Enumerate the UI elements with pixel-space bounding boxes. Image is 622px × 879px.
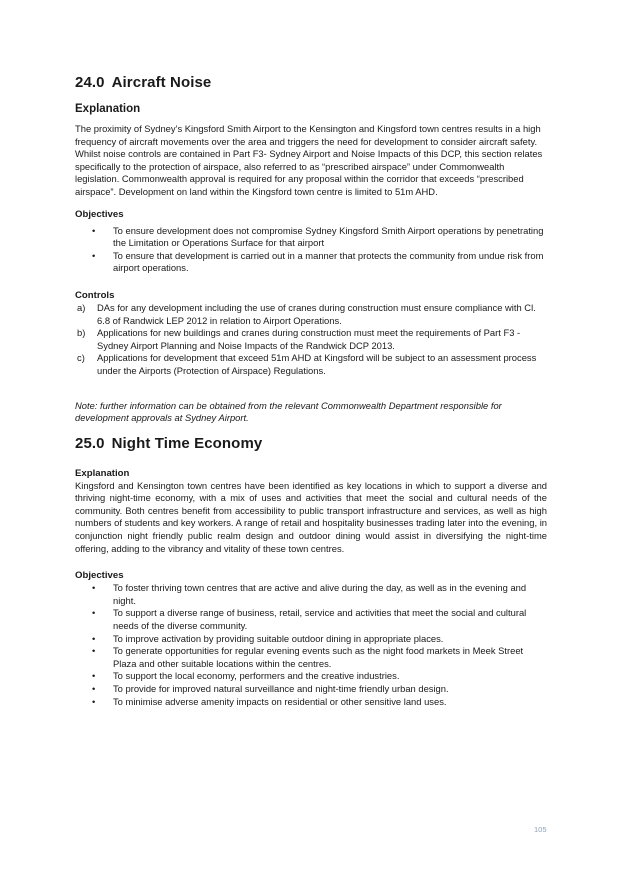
section-24-objectives-list <box>75 225 547 275</box>
section-25-explanation-heading: Explanation <box>75 467 130 479</box>
section-25-objectives-list <box>75 582 547 708</box>
list-item: • To provide for improved natural surveillance and night-time friendly urban design. <box>75 683 547 696</box>
section-24-controls-list <box>75 302 547 378</box>
section-24-controls-heading: Controls <box>75 289 115 301</box>
list-item: • To foster thriving town centres that are active and alive during the day, as well as in the evening and night. <box>75 582 547 607</box>
section-24-note: Note: further information can be obtained from the relevant Commonwealth Department responsible for development approvals at Sydney Airport. <box>75 399 502 424</box>
list-item <box>75 352 547 377</box>
list-item-text: Applications for development that exceed 51m AHD at Kingsford will be subject to an assessment process under the Airports (Protection of Airspace) Regulations. <box>97 352 537 376</box>
list-item-text: Applications for new buildings and cranes during construction must meet the requirements of Part F3 - Sydney Airport Planning and Noise Impacts of the Randwick DCP 2013. <box>97 327 521 351</box>
list-item: • To minimise adverse amenity impacts on residential or other sensitive land uses. <box>75 696 547 709</box>
section-24-objectives-heading: Objectives <box>75 208 124 220</box>
document-page <box>75 73 547 708</box>
section-25-number: 25.0 <box>75 434 105 452</box>
list-marker: b) <box>77 327 86 339</box>
list-item: • To improve activation by providing suitable outdoor dining in appropriate places. <box>75 633 547 646</box>
list-item-text: DAs for any development including the use of cranes during construction must ensure compliance with Cl. 6.8 of Randwick LEP 2012 in relation to Airport Operations. <box>97 301 536 326</box>
section-24-heading <box>75 73 547 93</box>
page-number: 105 <box>534 825 547 834</box>
list-item: • To support a diverse range of business, retail, service and activities that meet the social and cultural needs of the diverse community. <box>75 607 547 632</box>
section-24-number: 24.0 <box>75 74 105 91</box>
list-item: • To support the local economy, performers and the creative industries. <box>75 670 547 683</box>
list-marker: a) <box>77 301 86 313</box>
list-item <box>75 327 547 352</box>
section-24-explanation-heading: Explanation <box>75 103 141 115</box>
list-item <box>75 302 547 327</box>
list-item: • To ensure that development is carried out in a manner that protects the community from undue risk from airport operations. <box>75 250 547 275</box>
section-25-objectives-heading: Objectives <box>75 570 124 582</box>
section-24-explanation-text: The proximity of Sydney’s Kingsford Smith Airport to the Kensington and Kingsford town centres results in a high frequency of aircraft movements over the area and triggers the need for development to consider aircraft safety. Whilst noise controls are contained in Part F3- Sydney Airport and Noise Impacts of this DCP, this section relates specifically to the protection of airspace, also referred to as “prescribed airspace” under Commonwealth legislation. Commonwealth approval is required for any proposal within the corridor that exceeds “prescribed airspace”. Development on land within the Kingsford town centre is limited to 51m AHD. <box>75 123 543 197</box>
section-25-explanation-text: Kingsford and Kensington town centres have been identified as key locations in which to support a diverse and thriving night-time economy, with a mix of uses and activities that meet the social and cultural needs of the community. Both centres benefit from accessibility to public transport infrastructure and services, as well as high numbers of students and key workers. A range of retail and hospitality businesses trading later into the evening, in conjunction night friendly public realm design and outdoor dining would assist in diversifying the night-time offering, adding to the vibrancy and vitality of these town centres. <box>75 479 547 554</box>
section-25-heading <box>75 434 547 454</box>
section-25-title: Night Time Economy <box>111 434 263 452</box>
list-marker: c) <box>77 352 85 364</box>
list-item: • To generate opportunities for regular evening events such as the night food markets in Meek Street Plaza and other suitable locations within the centres. <box>75 645 547 670</box>
section-24-title: Aircraft Noise <box>111 74 212 91</box>
list-item: • To ensure development does not compromise Sydney Kingsford Smith Airport operations by penetrating the Limitation or Operations Surface for that airport <box>75 225 547 250</box>
